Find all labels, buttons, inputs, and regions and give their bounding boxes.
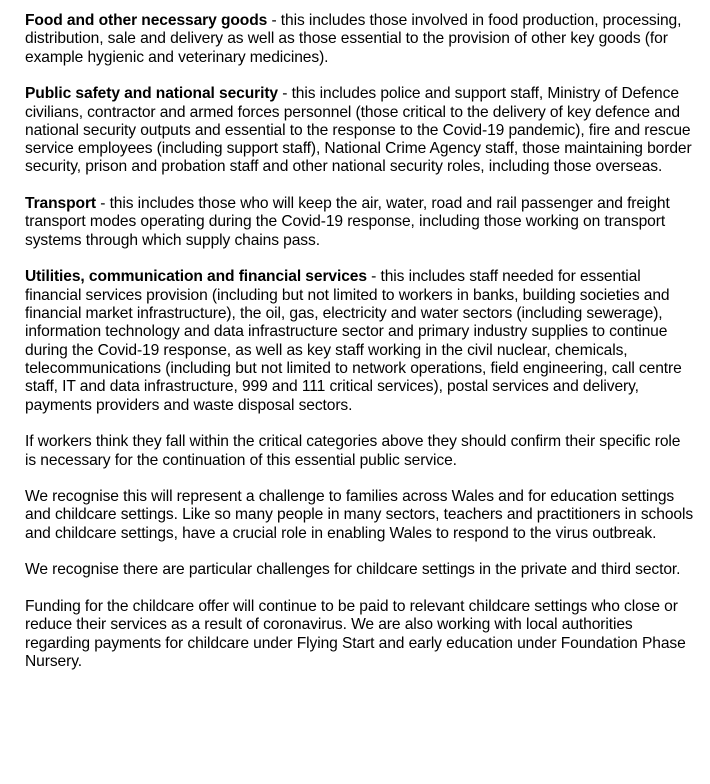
section-text-food: - this includes those involved in food production, processing, distribution, sale and delivery as well as those essential to the provision of other key goods (for example hygienic and veterinary medicines). (25, 12, 682, 66)
section-heading-food: Food and other necessary goods (25, 12, 268, 29)
section-transport (25, 195, 694, 250)
section-utilities (25, 268, 694, 414)
section-text-transport: - this includes those who will keep the air, water, road and rail passenger and freight transport modes operating during the Covid-19 response, including those working on transport systems through which supply chains pass. (25, 195, 670, 249)
section-public-safety (25, 85, 694, 176)
paragraph-childcare-challenges: We recognise there are particular challenges for childcare settings in the private and third sector. (25, 561, 681, 579)
paragraph-funding: Funding for the childcare offer will continue to be paid to relevant childcare settings who close or reduce their services as a result of coronavirus. We are also working with local authorities regarding payments for childcare under Flying Start and early education under Foundation Phase Nursery. (25, 598, 686, 671)
paragraph-challenge-families: We recognise this will represent a challenge to families across Wales and for education settings and childcare settings. Like so many people in many sectors, teachers and practitioners in schools and childcare settings, have a crucial role in enabling Wales to respond to the virus outbreak. (25, 488, 694, 542)
section-text-utilities: - this includes staff needed for essential financial services provision (including but not limited to workers in banks, building societies and financial market infrastructure), the oil, gas, electricity and water sectors (including sewerage), information technology and data infrastructure sector and primary industry supplies to continue during the Covid-19 response, as well as key staff working in the civil nuclear, chemicals, telecommunications (including but not limited to network operations, field engineering, call centre staff, IT and data infrastructure, 999 and 111 critical services), postal services and delivery, payments providers and waste disposal sectors. (25, 268, 682, 414)
section-text-public-safety: - this includes police and support staff, Ministry of Defence civilians, contractor and armed forces personnel (those critical to the delivery of key defence and national security outputs and essential to the response to the Covid-19 pandemic), fire and rescue service employees (including support staff), National Crime Agency staff, those maintaining border security, prison and probation staff and other national security roles, including those overseas. (25, 85, 692, 176)
section-heading-transport: Transport (25, 195, 97, 213)
section-heading-utilities: Utilities, communication and financial services (25, 268, 367, 286)
paragraph-critical-workers: If workers think they fall within the critical categories above they should confirm their specific role is necessary for the continuation of this essential public service. (25, 433, 681, 469)
section-heading-public-safety: Public safety and national security (25, 85, 279, 103)
section-food (25, 12, 694, 67)
